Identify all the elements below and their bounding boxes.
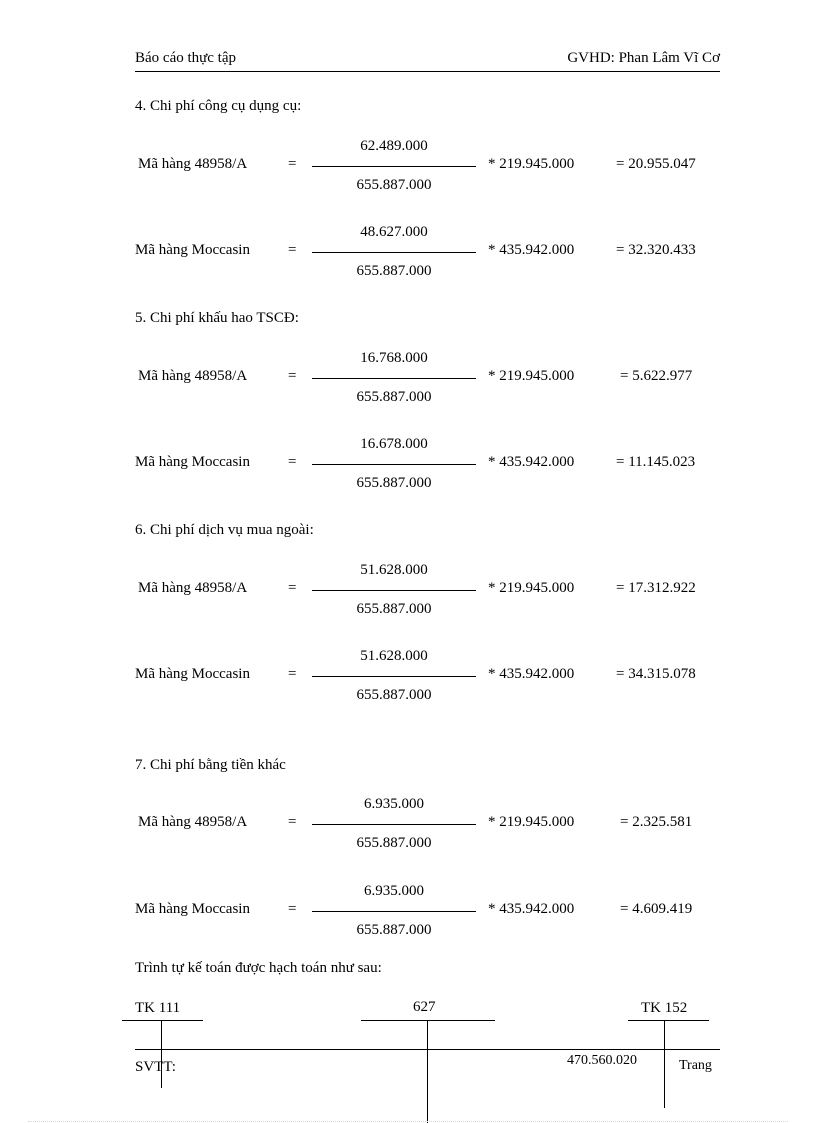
result: = 32.320.433	[616, 242, 696, 258]
header-divider	[135, 71, 720, 72]
t-account-111-rule	[122, 1020, 203, 1021]
section-title-depreciation: 5. Chi phí khấu hao TSCĐ:	[135, 310, 299, 326]
t-account-111-label: TK 111	[135, 1000, 181, 1016]
t-account-152-stem	[664, 1020, 665, 1108]
fraction-bar	[312, 590, 476, 591]
t-account-627-stem	[427, 1020, 428, 1123]
section-title-outsourced-services: 6. Chi phí dịch vụ mua ngoài:	[135, 522, 314, 538]
formula-label: Mã hàng 48958/A	[138, 368, 248, 384]
fraction-bar	[312, 676, 476, 677]
denominator: 655.887.000	[356, 835, 432, 851]
result: = 2.325.581	[620, 814, 693, 830]
fraction-bar	[312, 252, 476, 253]
denominator: 655.887.000	[356, 687, 432, 703]
result: = 5.622.977	[620, 368, 693, 384]
numerator: 16.678.000	[360, 436, 428, 452]
multiplier: * 219.945.000	[488, 580, 575, 596]
formula-label: Mã hàng 48958/A	[138, 156, 248, 172]
formula-row	[0, 350, 816, 410]
denominator: 655.887.000	[356, 263, 432, 279]
formula-row	[0, 436, 816, 496]
denominator: 655.887.000	[356, 922, 432, 938]
equals-sign: =	[288, 454, 297, 470]
page-bottom-edge	[28, 1121, 788, 1122]
equals-sign: =	[288, 814, 297, 830]
transfer-amount: 470.560.020	[567, 1053, 637, 1068]
t-account-152-rule	[628, 1020, 709, 1021]
footer-student-label: SVTT:	[135, 1059, 176, 1075]
multiplier: * 219.945.000	[488, 814, 575, 830]
formula-row	[0, 883, 816, 943]
formula-label: Mã hàng 48958/A	[138, 580, 248, 596]
formula-label: Mã hàng Moccasin	[135, 242, 250, 258]
equals-sign: =	[288, 901, 297, 917]
fraction-bar	[312, 378, 476, 379]
section-title-tool-costs: 4. Chi phí công cụ dụng cụ:	[135, 98, 302, 114]
multiplier: * 435.942.000	[488, 666, 575, 682]
formula-row	[0, 562, 816, 622]
t-account-627-rule	[361, 1020, 495, 1021]
section-title-other-cash-costs: 7. Chi phí bằng tiền khác	[135, 757, 286, 773]
result: = 4.609.419	[620, 901, 693, 917]
denominator: 655.887.000	[356, 177, 432, 193]
denominator: 655.887.000	[356, 601, 432, 617]
t-account-627-label: 627	[413, 999, 436, 1015]
fraction-bar	[312, 824, 476, 825]
numerator: 48.627.000	[360, 224, 428, 240]
header-advisor: GVHD: Phan Lâm Vĩ Cơ	[567, 50, 720, 66]
footer-page-label: Trang	[679, 1058, 712, 1073]
equals-sign: =	[288, 242, 297, 258]
formula-label: Mã hàng Moccasin	[135, 666, 250, 682]
fraction-bar	[312, 166, 476, 167]
formula-row	[0, 138, 816, 198]
formula-row	[0, 796, 816, 856]
formula-label: Mã hàng 48958/A	[138, 814, 248, 830]
denominator: 655.887.000	[356, 475, 432, 491]
denominator: 655.887.000	[356, 389, 432, 405]
result: = 20.955.047	[616, 156, 696, 172]
header-report-title: Báo cáo thực tập	[135, 50, 237, 66]
equals-sign: =	[288, 156, 297, 172]
numerator: 51.628.000	[360, 648, 428, 664]
multiplier: * 219.945.000	[488, 156, 575, 172]
numerator: 6.935.000	[364, 796, 424, 812]
numerator: 51.628.000	[360, 562, 428, 578]
equals-sign: =	[288, 580, 297, 596]
equals-sign: =	[288, 666, 297, 682]
t-account-111-stem	[161, 1020, 162, 1088]
result: = 17.312.922	[616, 580, 696, 596]
multiplier: * 219.945.000	[488, 368, 575, 384]
formula-row	[0, 648, 816, 708]
formula-label: Mã hàng Moccasin	[135, 901, 250, 917]
equals-sign: =	[288, 368, 297, 384]
multiplier: * 435.942.000	[488, 901, 575, 917]
formula-row	[0, 224, 816, 284]
result: = 11.145.023	[616, 454, 696, 470]
numerator: 16.768.000	[360, 350, 428, 366]
numerator: 62.489.000	[360, 138, 428, 154]
numerator: 6.935.000	[364, 883, 424, 899]
result: = 34.315.078	[616, 666, 696, 682]
multiplier: * 435.942.000	[488, 454, 575, 470]
t-account-152-label: TK 152	[641, 1000, 688, 1016]
fraction-bar	[312, 464, 476, 465]
accounting-sequence-intro: Trình tự kế toán được hạch toán như sau:	[135, 960, 382, 976]
formula-label: Mã hàng Moccasin	[135, 454, 250, 470]
multiplier: * 435.942.000	[488, 242, 575, 258]
fraction-bar	[312, 911, 476, 912]
